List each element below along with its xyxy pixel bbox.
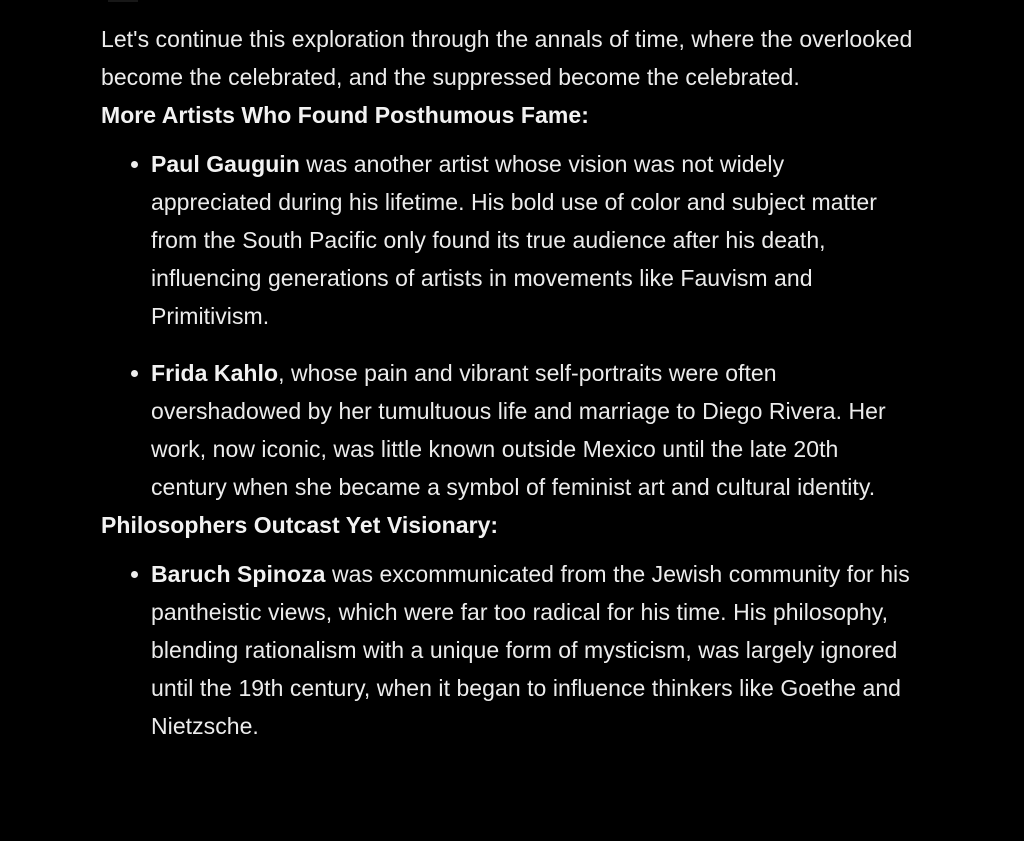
artists-list [101, 146, 951, 506]
bullet-dot-icon [131, 571, 138, 578]
list-item-spinoza [101, 556, 951, 745]
artist-description: was another artist whose vision was not widely appreciated during his lifetime. His bold use of color and subject matter from the South Pacific only found its true audience after his death, influencing generations of artists in movements like Fauvism and Primitivism. [151, 151, 877, 329]
artist-name: Frida Kahlo [151, 360, 279, 387]
bullet-dot-icon [131, 161, 138, 168]
section-heading-artists: More Artists Who Found Posthumous Fame: [101, 101, 589, 128]
artist-description: , whose pain and vibrant self-portraits were often overshadowed by her tumultuous life and marriage to Diego Rivera. Her work, now iconic, was little known outside Mexico until the late 20th century when she became a symbol of feminist art and cultural identity. [151, 360, 886, 500]
intro-paragraph: Let's continue this exploration through the annals of time, where the overlooked become the celebrated, and the suppressed become the celebrated. [101, 26, 913, 90]
list-item-kahlo [101, 355, 951, 506]
list-item-gauguin [101, 146, 951, 335]
philosopher-name: Baruch Spinoza [151, 561, 326, 588]
philosopher-description: was excommunicated from the Jewish community for his pantheistic views, which were far too radical for his time. His philosophy, blending rationalism with a unique form of mysticism, was largely ignored until the 19th century, when it began to influence thinkers like Goethe and Nietzsche. [151, 561, 910, 739]
bullet-dot-icon [131, 370, 138, 377]
list-item-text [151, 146, 911, 335]
list-item-text [151, 556, 941, 745]
top-divider [108, 0, 138, 2]
section-heading-philosophers: Philosophers Outcast Yet Visionary: [101, 511, 499, 538]
philosophers-list [101, 556, 951, 745]
artist-name: Paul Gauguin [151, 151, 300, 178]
assistant-message [101, 21, 951, 745]
list-item-text [151, 355, 911, 506]
